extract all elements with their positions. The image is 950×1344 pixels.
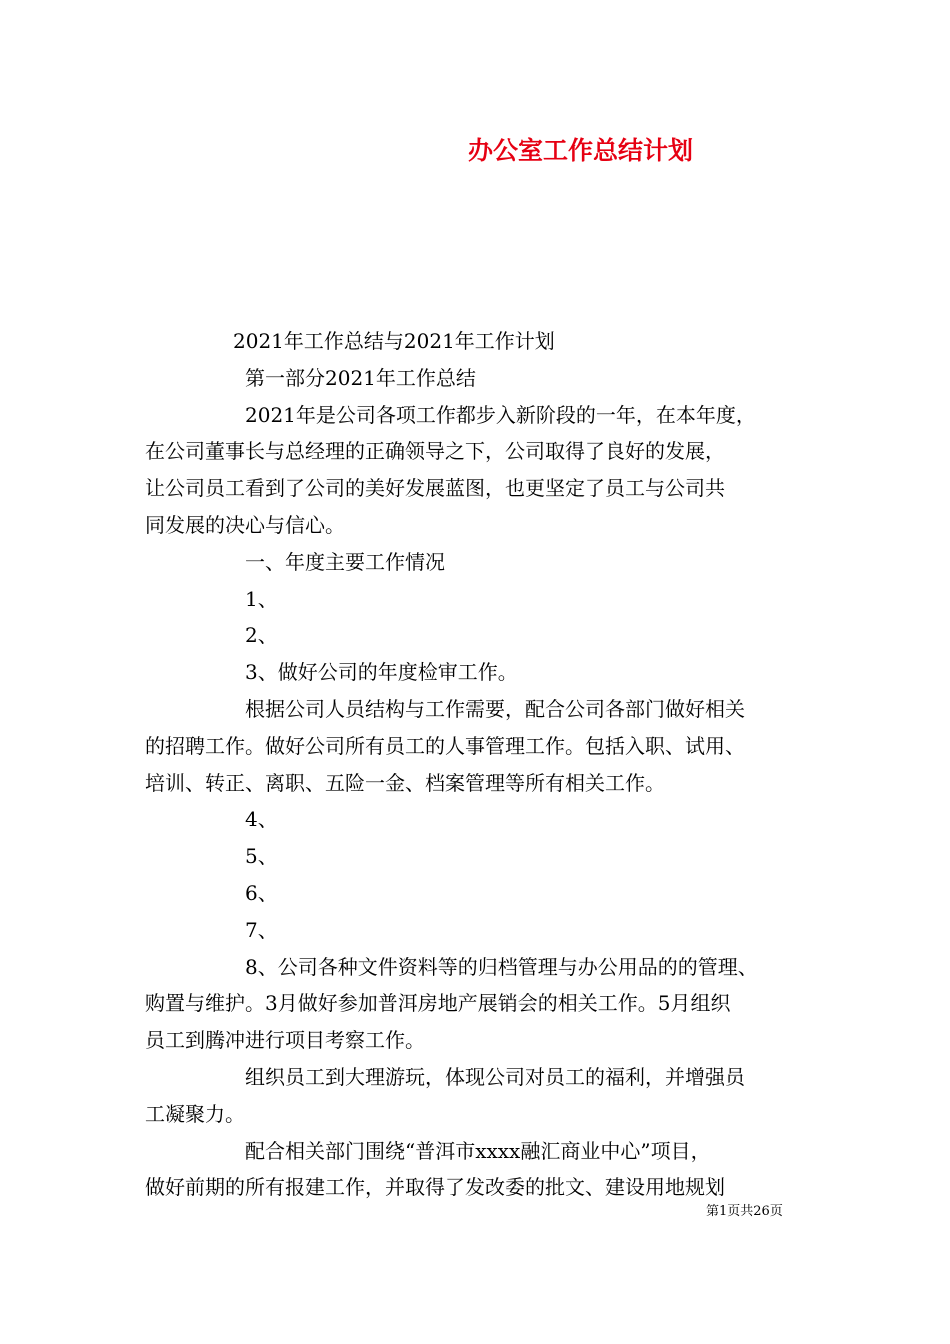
body-line: 5、 — [245, 844, 278, 869]
body-line: 一、年度主要工作情况 — [245, 549, 445, 574]
body-line: 在公司董事长与总经理的正确领导之下，公司取得了良好的发展， — [145, 439, 725, 464]
document-body — [145, 323, 810, 1206]
body-line: 让公司员工看到了公司的美好发展蓝图，也更坚定了员工与公司共 — [145, 476, 725, 501]
body-line: 7、 — [245, 917, 278, 942]
body-line: 8、公司各种文件资料等的归档管理与办公用品的的管理、 — [245, 954, 758, 979]
body-line: 第一部分2021年工作总结 — [245, 365, 476, 390]
body-line: 1、 — [245, 586, 278, 611]
body-line: 组织员工到大理游玩，体现公司对员工的福利，并增强员 — [245, 1064, 745, 1089]
body-line: 2、 — [245, 623, 278, 648]
body-line: 6、 — [245, 880, 278, 905]
page-number-footer: 第1页共26页 — [706, 1204, 783, 1219]
document-title: 办公室工作总结计划 — [468, 136, 694, 165]
body-line: 做好前期的所有报建工作，并取得了发改委的批文、建设用地规划 — [145, 1175, 725, 1200]
body-line: 的招聘工作。做好公司所有员工的人事管理工作。包括入职、试用、 — [145, 733, 745, 758]
body-line: 购置与维护。3月做好参加普洱房地产展销会的相关工作。5月组织 — [145, 991, 731, 1016]
body-line: 4、 — [245, 807, 278, 832]
body-line: 工凝聚力。 — [145, 1101, 245, 1126]
body-line: 员工到腾冲进行项目考察工作。 — [145, 1028, 425, 1053]
body-line: 2021年工作总结与2021年工作计划 — [233, 329, 555, 353]
body-line: 培训、转正、离职、五险一金、档案管理等所有相关工作。 — [145, 770, 665, 795]
body-line: 根据公司人员结构与工作需要，配合公司各部门做好相关 — [245, 696, 745, 721]
body-line: 同发展的决心与信心。 — [145, 512, 345, 537]
body-line: 2021年是公司各项工作都步入新阶段的一年，在本年度， — [245, 402, 756, 427]
body-line: 3、做好公司的年度检审工作。 — [245, 660, 518, 685]
body-line: 配合相关部门围绕“普洱市xxxx融汇商业中心”项目， — [245, 1138, 711, 1163]
